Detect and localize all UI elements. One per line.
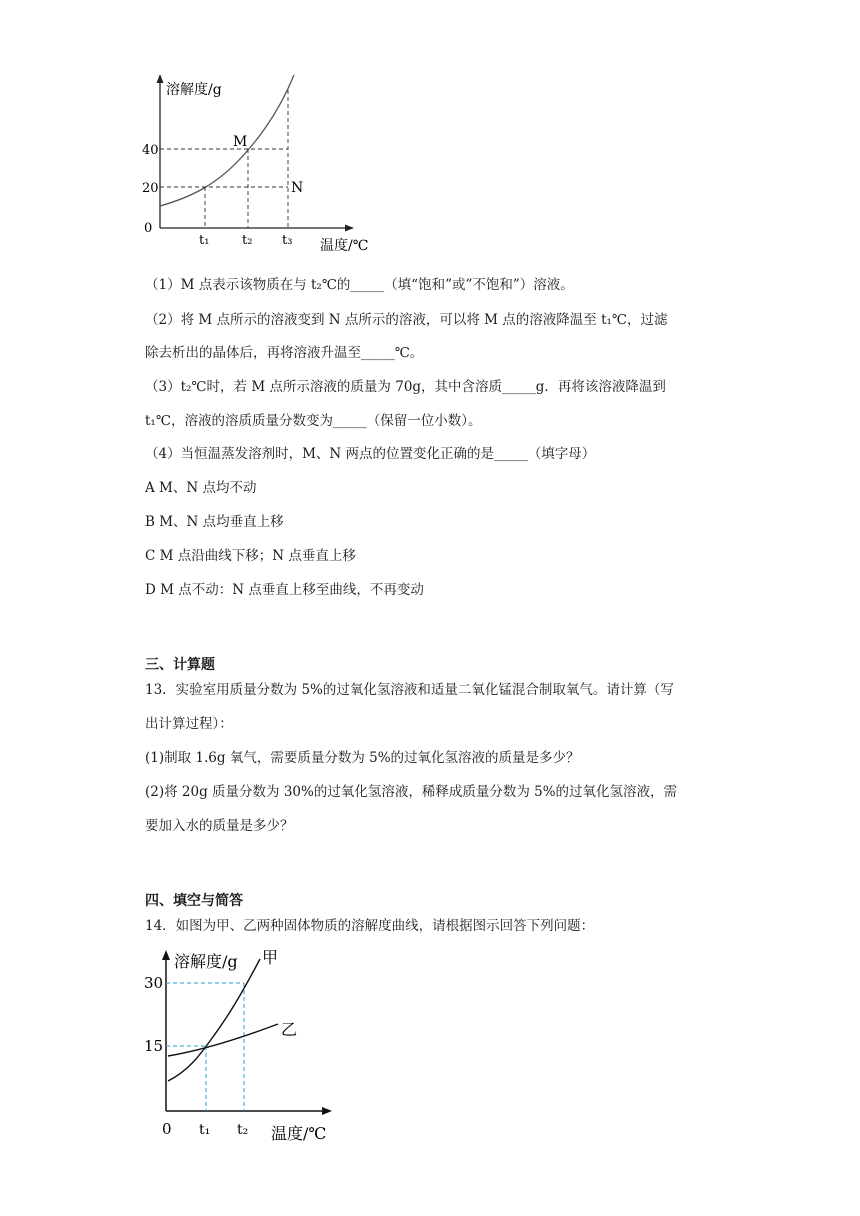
curve-jia	[168, 959, 260, 1081]
point-m-label: M	[233, 134, 248, 150]
q13-sub2-line1: (2)将 20g 质量分数为 30%的过氧化氢溶液，稀释成质量分数为 5%的过氧化氢溶液，需	[145, 784, 678, 800]
q12-option-b: B M、N 点均垂直上移	[145, 514, 284, 530]
section-4-heading: 四、填空与简答	[145, 893, 243, 909]
origin-label: 0	[162, 1120, 172, 1138]
q12-part2-line1: （2）将 M 点所示的溶液变到 N 点所示的溶液，可以将 M 点的溶液降温至 t₁℃，过滤	[145, 312, 668, 328]
x-axis-arrow	[322, 1107, 332, 1115]
q13-sub1: (1)制取 1.6g 氧气，需要质量分数为 5%的过氧化氢溶液的质量是多少？	[145, 750, 580, 766]
y-axis-label: 溶解度/g	[166, 82, 222, 98]
solubility-chart-2	[138, 945, 358, 1150]
y-tick-20: 20	[142, 181, 159, 196]
q12-part3-line2: t₁℃，溶液的溶质质量分数变为_____（保留一位小数）。	[145, 413, 482, 429]
q12-option-a: A M、N 点均不动	[145, 480, 257, 496]
x-tick-t2: t₂	[237, 1122, 249, 1138]
x-tick-t2: t₂	[242, 233, 253, 248]
q12-part2-line2: 除去析出的晶体后，再将溶液升温至_____℃。	[145, 345, 424, 361]
q13-line2: 出计算过程）：	[145, 716, 233, 732]
y-axis-arrow	[162, 950, 170, 960]
q13-line1: 13．实验室用质量分数为 5%的过氧化氢溶液和适量二氧化锰混合制取氧气。请计算（写	[145, 682, 674, 698]
y-axis-arrow	[157, 74, 164, 83]
series-jia-label: 甲	[262, 948, 279, 967]
point-n-label: N	[291, 180, 304, 196]
x-tick-t3: t₃	[282, 233, 293, 248]
x-tick-t1: t₁	[199, 1122, 211, 1138]
y-axis-label: 溶解度/g	[174, 952, 238, 971]
q12-part4: （4）当恒温蒸发溶剂时，M、N 两点的位置变化正确的是_____（填字母）	[145, 446, 596, 462]
q13-sub2-line2: 要加入水的质量是多少？	[145, 818, 294, 834]
curve-yi	[168, 1024, 278, 1056]
q12-part1: （1）M 点表示该物质在与 t₂℃的_____（填“饱和”或”不饱和”）溶液。	[145, 277, 574, 293]
y-tick-30: 30	[144, 974, 164, 992]
y-tick-15: 15	[144, 1037, 164, 1055]
x-axis-arrow	[345, 225, 354, 232]
q12-option-d: D M 点不动：N 点垂直上移至曲线，不再变动	[145, 582, 424, 598]
x-axis-label: 温度/℃	[320, 238, 369, 254]
q12-option-c: C M 点沿曲线下移；N 点垂直上移	[145, 548, 356, 564]
x-tick-t1: t₁	[199, 233, 210, 248]
y-tick-40: 40	[142, 143, 159, 158]
series-yi-label: 乙	[281, 1020, 298, 1039]
q14-line: 14．如图为甲、乙两种固体物质的溶解度曲线，请根据图示回答下列问题：	[145, 918, 595, 934]
origin-label: 0	[144, 221, 153, 236]
solubility-chart-1	[138, 70, 398, 255]
x-axis-label: 温度/℃	[271, 1124, 327, 1143]
section-3-heading: 三、计算题	[145, 657, 215, 673]
q12-part3-line1: （3）t₂℃时，若 M 点所示溶液的质量为 70g，其中含溶质_____g．再将该溶液降温到	[145, 379, 666, 395]
